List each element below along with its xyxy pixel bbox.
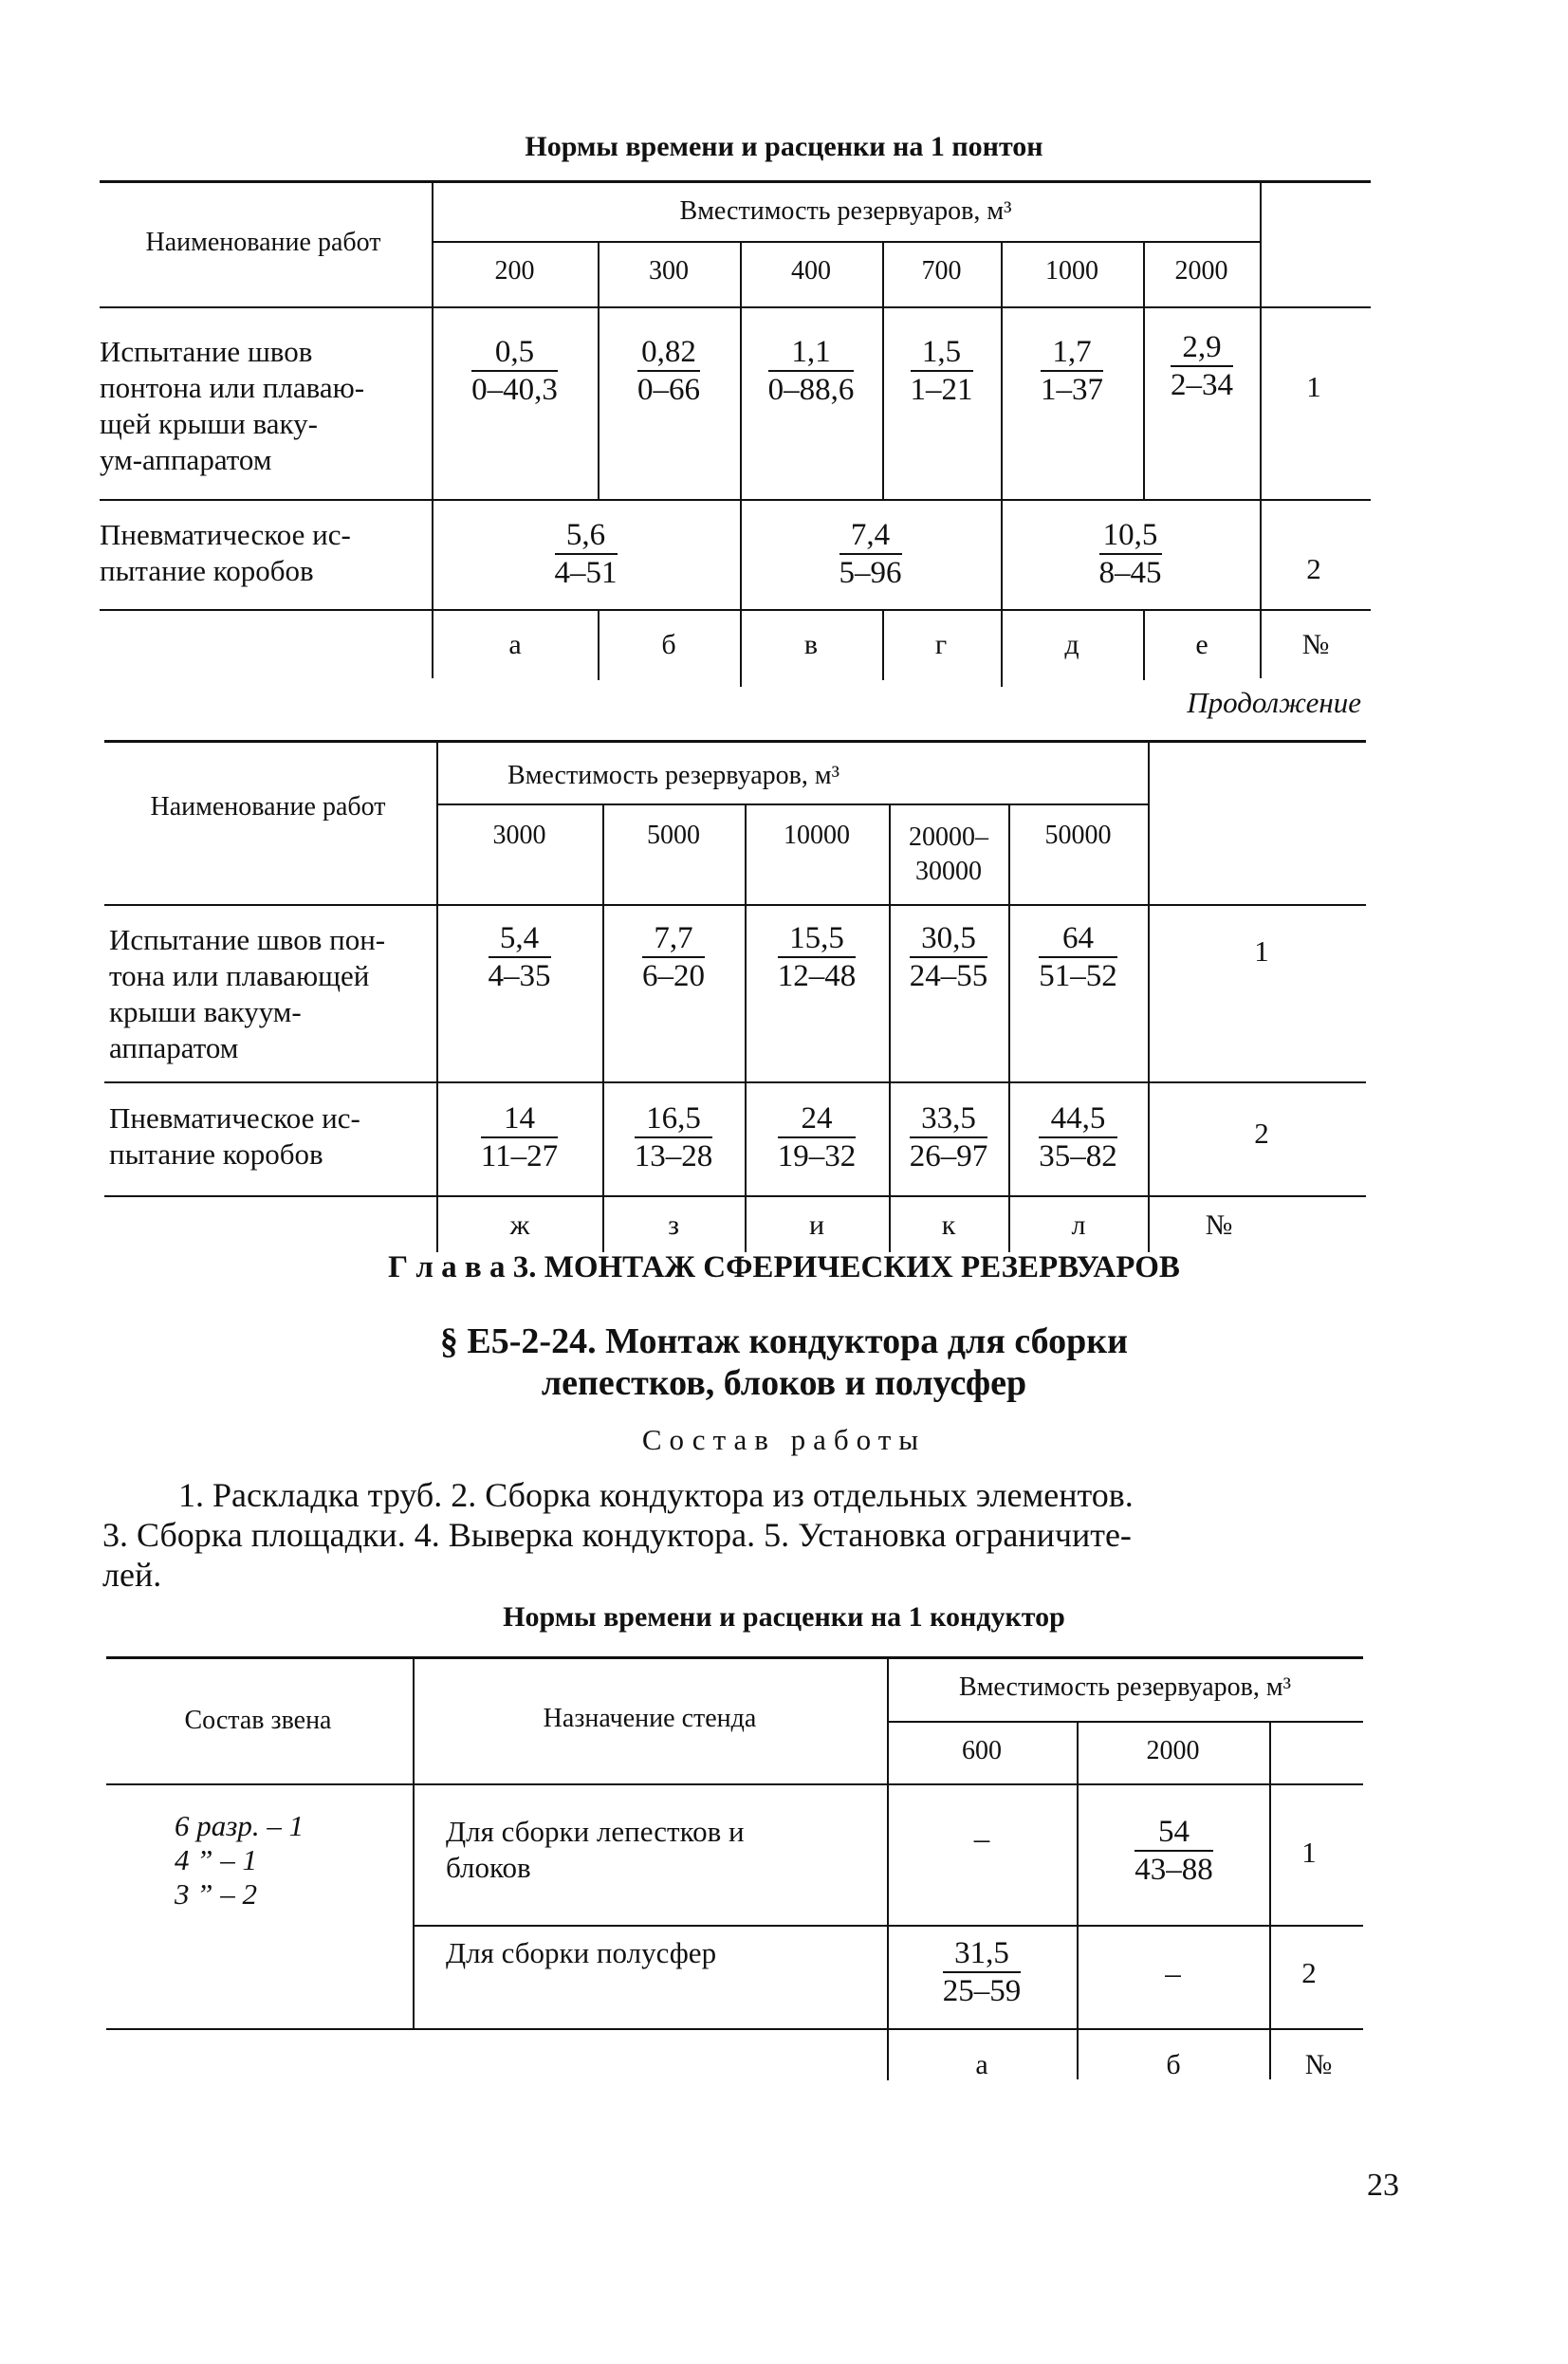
table1-header-rule: [100, 306, 1371, 308]
table1-row1-value: $\frac{1,5}{1-21}$: [910, 335, 973, 407]
table1-row1-name: Испытание швов понтона или плаваю- щей крыши ваку- ум-аппаратом: [100, 335, 365, 476]
table3-capacity-header: Вместимость резервуаров, м³: [959, 1672, 1291, 1702]
table3-no-label: №: [1304, 2049, 1333, 2080]
table2-header-rule: [104, 904, 1366, 906]
table2-row2-number: 2: [1254, 1117, 1269, 1150]
table1-column-letter: д: [1064, 629, 1079, 660]
table1-header-divider: [432, 241, 1260, 243]
table1-col-line: [432, 180, 434, 678]
table2-no-label: №: [1205, 1210, 1233, 1241]
table2-col-line: [745, 803, 747, 1252]
table1-top-rule: [100, 180, 1371, 183]
table3-row2-number: 2: [1301, 1956, 1317, 1989]
table1-capacity: 300: [649, 256, 689, 286]
section-title-line2: лепестков, блоков и полусфер: [541, 1363, 1027, 1403]
table1-row-rule-1: [100, 499, 1371, 501]
table1-column-letter: г: [934, 629, 948, 660]
table3-caption: Нормы времени и расценки на 1 кондуктор: [503, 1601, 1065, 1633]
table2-column-letter: и: [808, 1210, 825, 1241]
table2-row2-name: Пневматическое ис- пытание коробов: [109, 1101, 360, 1171]
table2-column-letter: к: [941, 1210, 956, 1241]
table1-no-label: №: [1301, 629, 1330, 660]
work-composition-heading: Состав работы: [641, 1423, 927, 1456]
table1-col-line: [740, 241, 742, 687]
table1-capacity: 200: [494, 256, 535, 286]
table3-row1-number: 1: [1301, 1836, 1317, 1869]
table3-row1-value: $\frac{54}{43-88}$: [1134, 1815, 1213, 1887]
table3-column-letter: а: [975, 2049, 988, 2080]
table3-col-line: [1077, 1721, 1079, 2079]
table2-col-line: [602, 803, 604, 1252]
table3-capacity: 2000: [1146, 1736, 1200, 1765]
table2-row2-value: $\frac{33,5}{26-97}$: [909, 1101, 988, 1173]
table2-row1-value: $\frac{7,7}{6-20}$: [642, 921, 705, 993]
table3-header-rule: [106, 1783, 1363, 1785]
table3-top-rule: [106, 1656, 1363, 1659]
table2-header-divider: [436, 803, 1148, 805]
table1-row1-value: $\frac{0,5}{0-40,3}$: [471, 335, 558, 407]
table1-row1-value: $\frac{2,9}{2-34}$: [1171, 330, 1233, 402]
table3-col-line: [1269, 1721, 1271, 2079]
table3-row-rule-2: [106, 2028, 1363, 2030]
table3-row2-purpose: Для сборки полусфер: [446, 1936, 717, 1969]
table1-row1-value: $\frac{0,82}{0-66}$: [637, 335, 700, 407]
table3-col-line: [887, 1656, 889, 2080]
table1-column-letter: а: [508, 629, 522, 660]
table2-row2-value: $\frac{16,5}{13-28}$: [634, 1101, 713, 1173]
table2-row1-name: Испытание швов пон- тона или плавающей крыши вакуум- аппаратом: [109, 923, 386, 1064]
section-title-line1: § Е5-2-24. Монтаж кондуктора для сборки: [439, 1321, 1129, 1361]
table3-header-divider: [887, 1721, 1363, 1723]
table2-column-letter: з: [668, 1210, 679, 1241]
table1-col-line: [598, 609, 600, 680]
table3-row2-value: –: [1165, 1957, 1181, 1991]
table1-row2-name: Пневматическое ис- пытание коробов: [100, 518, 351, 587]
table1-row1-value: $\frac{1,1}{0-88,6}$: [767, 335, 855, 407]
table2-name-header: Наименование работ: [150, 792, 386, 822]
table2-row1-value: $\frac{64}{51-52}$: [1039, 921, 1117, 993]
table1-row-rule-2: [100, 609, 1371, 611]
table1-col-line: [882, 609, 884, 680]
table3-crew-header: Состав звена: [184, 1706, 332, 1735]
table1-row2-number: 2: [1306, 552, 1321, 585]
page-number: 23: [1367, 2168, 1399, 2203]
table3-crew: 6 разр. – 1 4 ” – 1 3 ” – 2: [175, 1809, 304, 1911]
table2-col-line: [1148, 740, 1150, 1252]
table1-row2-value: $\frac{7,4}{5-96}$: [839, 518, 902, 590]
table2-capacity: 10000: [784, 821, 850, 850]
table3-column-letter: б: [1166, 2049, 1181, 2080]
table2-row2-value: $\frac{14}{11-27}$: [480, 1101, 559, 1173]
table1-row2-value: $\frac{10,5}{8-45}$: [1098, 518, 1162, 590]
table2-row2-value: $\frac{24}{19-32}$: [777, 1101, 857, 1173]
table1-col-line: [1260, 180, 1262, 678]
table1-caption: Нормы времени и расценки на 1 понтон: [525, 131, 1043, 162]
table3-row1-purpose: Для сборки лепестков и блоков: [446, 1815, 745, 1884]
table2-column-letter: л: [1071, 1210, 1086, 1241]
table2-row-rule-1: [104, 1081, 1366, 1083]
table2-col-line: [436, 740, 438, 1252]
table3-purpose-header: Назначение стенда: [543, 1704, 757, 1733]
table1-row2-value: $\frac{5,6}{4-51}$: [554, 518, 618, 590]
work-composition-text: 1. Раскладка труб. 2. Сборка кондуктора из отдельных элементов. 3. Сборка площадки. 4. Выверка кондуктора. 5. Установка ограничите- лей.: [102, 1476, 1134, 1594]
table2-capacity-header: Вместимость резервуаров, м³: [507, 761, 839, 790]
table1-col-line: [1143, 609, 1145, 680]
table2-capacity: 3000: [492, 821, 546, 850]
table3-capacity: 600: [962, 1736, 1002, 1765]
table1-capacity-header: Вместимость резервуаров, м³: [679, 196, 1012, 226]
table1-capacity: 1000: [1045, 256, 1098, 286]
table1-row1-number: 1: [1306, 370, 1321, 403]
table1-capacity: 400: [791, 256, 831, 286]
table3-row2-value: $\frac{31,5}{25-59}$: [942, 1936, 1022, 2008]
table3-row1-value: –: [973, 1822, 990, 1856]
table2-top-rule: [104, 740, 1366, 743]
table1-column-letter: е: [1195, 629, 1208, 660]
table2-row-rule-2: [104, 1195, 1366, 1197]
table1-col-line: [1001, 241, 1003, 687]
table2-row2-value: $\frac{44,5}{35-82}$: [1039, 1101, 1117, 1173]
table2-row1-number: 1: [1254, 934, 1269, 968]
table1-capacity: 2000: [1174, 256, 1228, 286]
table1-capacity: 700: [921, 256, 962, 286]
table1-row1-value: $\frac{1,7}{1-37}$: [1041, 335, 1103, 407]
table2-row1-value: $\frac{15,5}{12-48}$: [777, 921, 857, 993]
table1-column-letter: б: [661, 629, 676, 660]
table2-capacity: 5000: [647, 821, 700, 850]
table1-column-letter: в: [803, 629, 819, 660]
table2-capacity: 20000– 30000: [909, 822, 988, 886]
table2-capacity: 50000: [1044, 821, 1112, 850]
table2-col-line: [1008, 803, 1010, 1252]
chapter-title: Г л а в а 3. МОНТАЖ СФЕРИЧЕСКИХ РЕЗЕРВУАРОВ: [388, 1250, 1180, 1284]
table1-name-header: Наименование работ: [145, 228, 381, 257]
table2-column-letter: ж: [509, 1210, 530, 1241]
table2-row1-value: $\frac{30,5}{24-55}$: [909, 921, 988, 993]
continuation-label: Продолжение: [1187, 686, 1361, 719]
table2-row1-value: $\frac{5,4}{4-35}$: [488, 921, 551, 993]
